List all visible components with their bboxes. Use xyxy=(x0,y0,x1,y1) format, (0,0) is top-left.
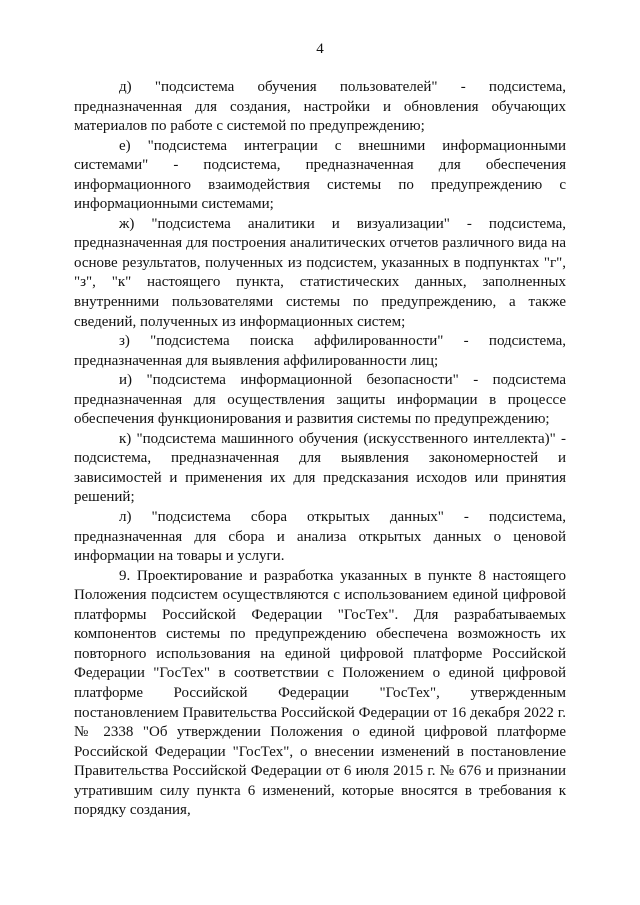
paragraph-subsystem-k: к) "подсистема машинного обучения (искусственного интеллекта)" - подсистема, предназначенная для выявления закономерностей и зависимостей и применения их для предсказания исходов или принятия решений; xyxy=(74,430,566,506)
paragraph-subsystem-d: д) "подсистема обучения пользователей" - подсистема, предназначенная для создания, настройки и обновления обучающих материалов по работе с системой по предупреждению; xyxy=(74,79,566,135)
paragraph-subsystem-z: з) "подсистема поиска аффилированности" - подсистема, предназначенная для выявления аффилированности лиц; xyxy=(74,333,566,369)
paragraph-subsystem-e: е) "подсистема интеграции с внешними информационными системами" - подсистема, предназначенная для обеспечения информационного взаимодействия системы по предупреждению с информационными системами; xyxy=(74,137,566,213)
page-number: 4 xyxy=(316,41,324,57)
document-body xyxy=(74,78,566,821)
paragraph-clause-9: 9. Проектирование и разработка указанных в пункте 8 настоящего Положения подсистем осуществляются с использованием единой цифровой платформы Российской Федерации "ГосТех". Для разрабатываемых компонентов системы по предупреждению обеспечена возможность их повторного использования на единой цифровой платформе Российской Федерации "ГосТех" в соответствии с Положением о единой цифровой платформе Российской Федерации "ГосТех", утвержденным постановлением Правительства Российской Федерации от 16 декабря 2022 г. № 2338 "Об утверждении Положения о единой цифровой платформе Российской Федерации "ГосТех", о внесении изменений в постановление Правительства Российской Федерации от 6 июля 2015 г. № 676 и признании утратившим силу пункта 6 изменений, которые вносятся в требования к порядку создания, xyxy=(74,567,566,819)
paragraph-subsystem-zh: ж) "подсистема аналитики и визуализации" - подсистема, предназначенная для построения аналитических отчетов различного вида на основе результатов, полученных из подсистем, указанных в подпунктах "г", "з", "к" настоящего пункта, статистических данных, заполненных внутренними пользователями системы по предупреждению, а также сведений, полученных из информационных систем; xyxy=(74,215,566,330)
paragraph-subsystem-i: и) "подсистема информационной безопасности" - подсистема предназначенная для осуществления защиты информации в процессе обеспечения функционирования и развития системы по предупреждению; xyxy=(74,372,566,428)
paragraph-subsystem-l: л) "подсистема сбора открытых данных" - подсистема, предназначенная для сбора и анализа открытых данных о ценовой информации на товары и услуги. xyxy=(74,509,566,565)
